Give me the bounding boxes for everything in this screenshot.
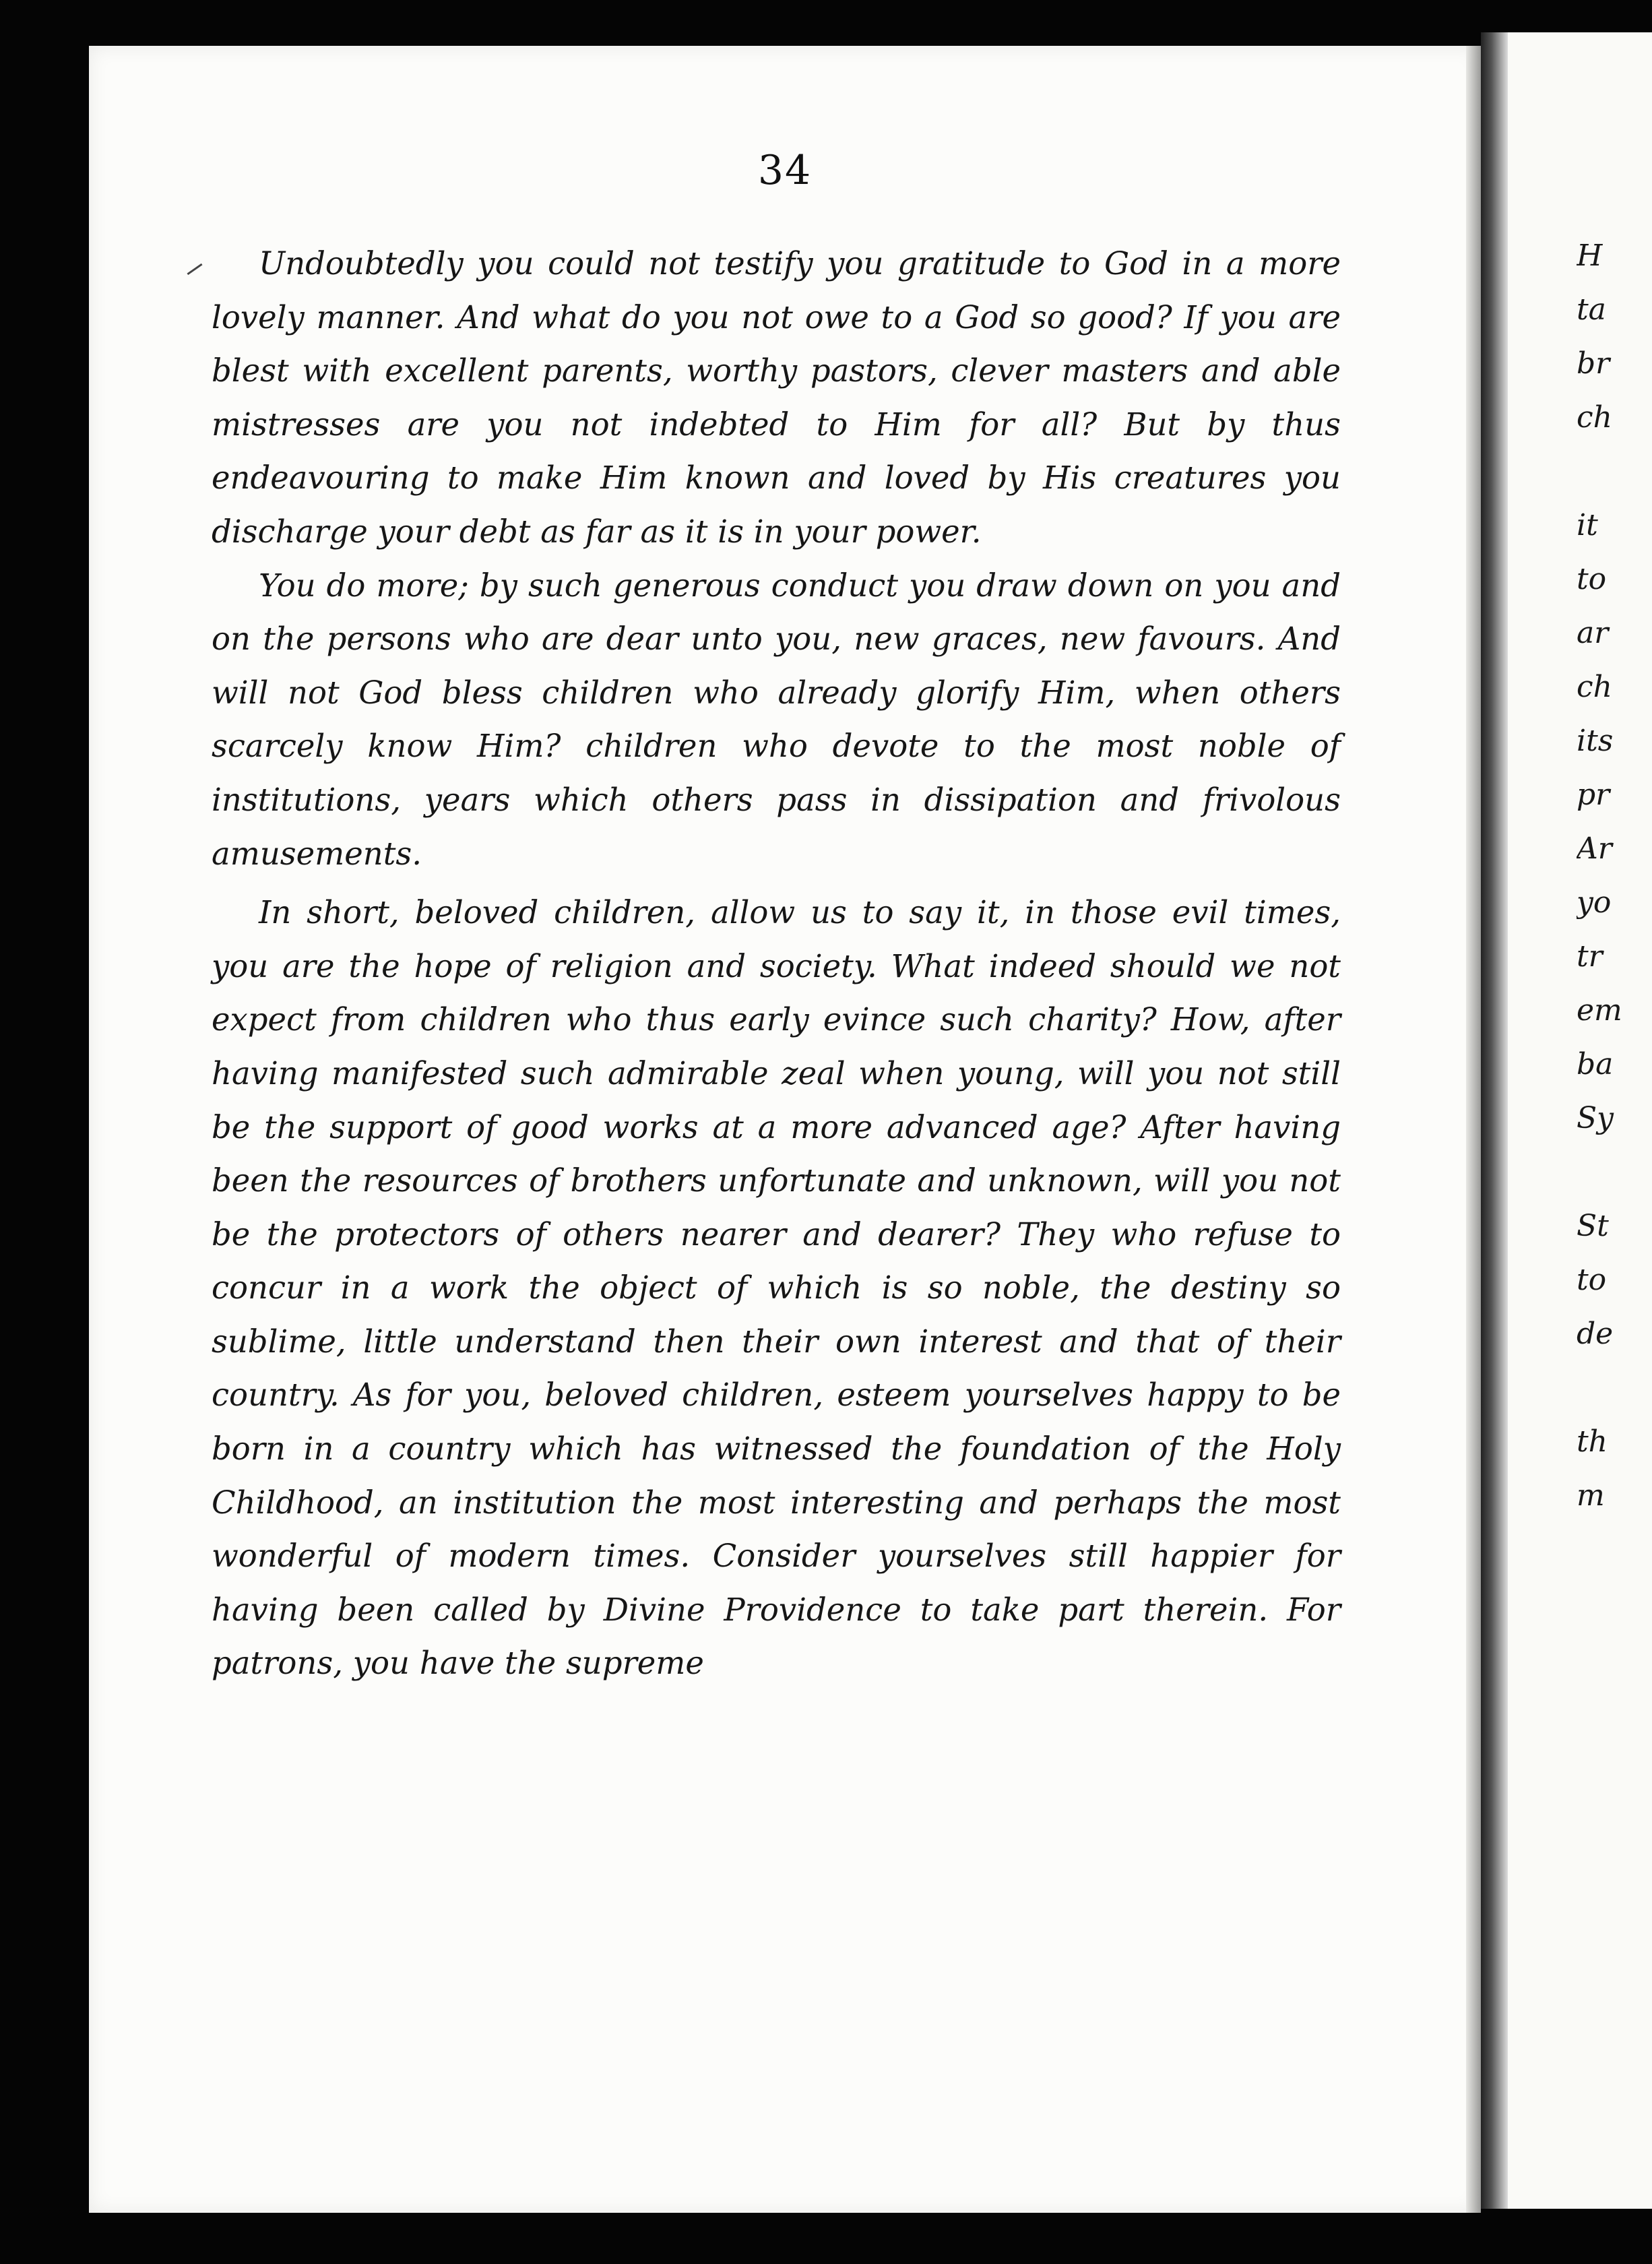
paragraph-1: Undoubtedly you could not testify you gratitude to God in a more lovely manner. And what do you not owe to a God so good? If you are blest with excellent parents, worthy pastors, clever masters and able mistresses are you not indebted to Him for all? But by thus endeavouring to make Him known and loved by His creatures you discharge your debt as far as it is in your power. [212, 245, 1341, 550]
book-spine-shadow [1481, 32, 1508, 2209]
facing-line-fragment: br [1577, 346, 1610, 381]
facing-page-text [1577, 229, 1652, 1523]
paragraph-3: In short, beloved children, allow us to say it, in those evil times, you are the hope of religion and society. What indeed should we not expect from children who thus early evince such charity? How, after having manifested such admirable zeal when young, will you not still be the support of good works at a more advanced age? After having been the resources of brothers unfortunate and unknown, will you not be the protectors of others nearer and dearer? They who refuse to concur in a work the object of which is so noble, the destiny so sublime, little understand then their own interest and that of their country. As for you, beloved children, esteem yourselves happy to be born in a country which has witnessed the foundation of the Holy Childhood, an institution the most interesting and perhaps the most wonderful of modern times. Consider yourselves still happier for having been called by Divine Providence to take part therein. For patrons, you have the supreme [212, 894, 1341, 1682]
facing-line-fragment: yo [1577, 885, 1612, 920]
facing-line-fragment: Ar [1577, 831, 1612, 866]
facing-line-fragment: ba [1577, 1047, 1614, 1081]
page-body-text [212, 237, 1341, 1691]
facing-line-fragment [1577, 1361, 1652, 1415]
facing-line-fragment [1577, 445, 1652, 499]
facing-line-fragment: ch [1577, 670, 1612, 704]
facing-line-fragment: to [1577, 562, 1607, 596]
facing-line-fragment: pr [1577, 778, 1610, 812]
facing-line-fragment: ta [1577, 292, 1606, 327]
facing-line-fragment: em [1577, 993, 1622, 1028]
facing-line-fragment: tr [1577, 939, 1603, 974]
facing-line-fragment: th [1577, 1424, 1608, 1459]
facing-line-fragment: its [1577, 724, 1614, 758]
facing-line-fragment: Sy [1577, 1101, 1614, 1135]
facing-line-fragment: de [1577, 1317, 1614, 1351]
page-number: 34 [757, 147, 813, 194]
facing-line-fragment: m [1577, 1478, 1605, 1513]
facing-line-fragment: ar [1577, 616, 1609, 650]
paragraph-2: You do more; by such generous conduct you draw down on you and on the persons who are dear unto you, new graces, new favours. And will not God bless children who already glorify Him, when others scarcely know Him? children who devote to the most noble of institutions, years which others pass in dissipation and frivolous amusements. [212, 567, 1341, 872]
facing-line-fragment: H [1577, 239, 1603, 273]
facing-line-fragment: ch [1577, 400, 1612, 435]
facing-line-fragment: St [1577, 1209, 1609, 1243]
page-gutter [1466, 46, 1481, 2213]
facing-line-fragment: it [1577, 508, 1598, 542]
facing-line-fragment [1577, 1145, 1652, 1199]
facing-line-fragment: to [1577, 1263, 1607, 1297]
